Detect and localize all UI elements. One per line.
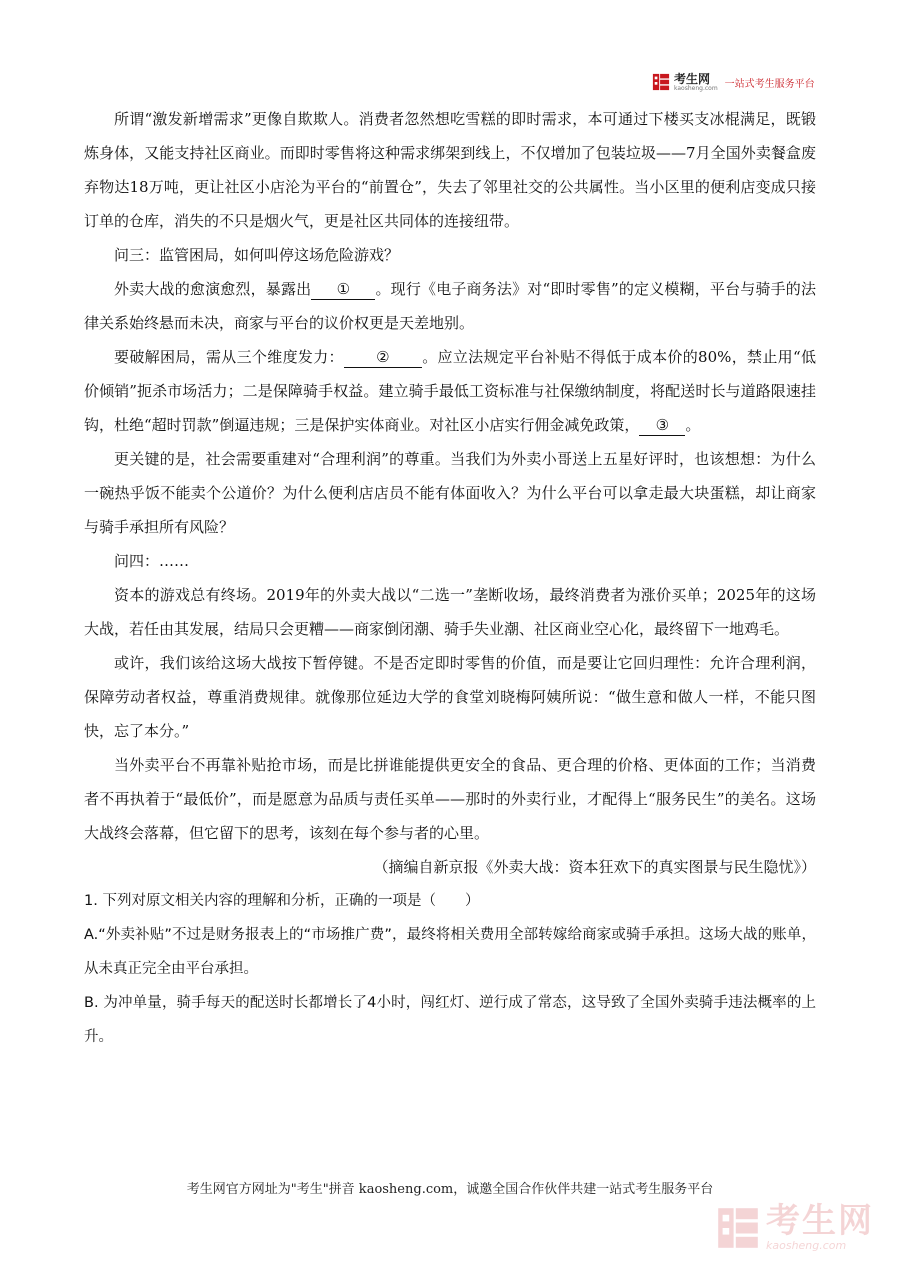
blank-3[interactable]: ③	[639, 415, 685, 436]
question-stem: 1. 下列对原文相关内容的理解和分析，正确的一项是（ ）	[84, 893, 480, 909]
paragraph-5: 资本的游戏总有终场。2019年的外卖大战以“二选一”垄断收场，最终消费者为涨价买单；2025年的这场大战，若任由其发展，结局只会更糟——商家倒闭潮、骑手失业潮、社区商业空心化，最终留下一地鸡毛。	[84, 586, 816, 638]
paragraph-3-part-b: 。应立法规定平台补贴不得低于成本价的80%，禁止用“低价倾销”扼杀市场活力；二是保障骑手权益。建立骑手最低工资标准与社保缴纳制度，将配送时长与道路限速挂钩，杜绝“超时罚款”倒逼违规；三是保护实体商业。对社区小店实行佣金减免政策，	[84, 348, 816, 434]
kaosheng-logo-icon	[652, 73, 670, 91]
watermark-domain: kaosheng.com	[766, 1239, 847, 1252]
section-heading-q3: 问三：监管困局，如何叫停这场危险游戏？	[114, 246, 400, 264]
paragraph-2-part-a: 外卖大战的愈演愈烈，暴露出	[114, 280, 312, 298]
article-body	[84, 102, 816, 1054]
section-heading-q4: 问四：……	[114, 552, 190, 570]
paragraph-2	[84, 272, 816, 340]
logo-text	[674, 73, 718, 92]
option-a[interactable]: A.“外卖补贴”不过是财务报表上的“市场推广费”，最终将相关费用全部转嫁给商家或骑手承担。这场大战的账单，从未真正完全由平台承担。	[84, 927, 816, 977]
article-source: （摘编自新京报《外卖大战：资本狂欢下的真实图景与民生隐忧》）	[373, 858, 816, 876]
logo-domain: kaosheng.com	[674, 84, 718, 92]
blank-2[interactable]: ②	[344, 347, 422, 368]
paragraph-6: 或许，我们该给这场大战按下暂停键。不是否定即时零售的价值，而是要让它回归理性：允许合理利润，保障劳动者权益，尊重消费规律。就像那位延边大学的食堂刘晓梅阿姨所说：“做生意和做人一样，不能只图快，忘了本分。”	[84, 654, 816, 740]
paragraph-1: 所谓“激发新增需求”更像自欺欺人。消费者忽然想吃雪糕的即时需求，本可通过下楼买支冰棍满足，既锻炼身体，又能支持社区商业。而即时零售将这种需求绑架到线上，不仅增加了包装垃圾——7月全国外卖餐盒废弃物达18万吨，更让社区小店沦为平台的“前置仓”，失去了邻里社交的公共属性。当小区里的便利店变成只接订单的仓库，消失的不只是烟火气，更是社区共同体的连接纽带。	[84, 110, 816, 230]
watermark	[716, 1201, 874, 1252]
paragraph-2-part-b: 。现行《电子商务法》对“即时零售”的定义模糊，平台与骑手的法律关系始终悬而未决，商家与平台的议价权更是天差地别。	[84, 280, 816, 332]
paragraph-7: 当外卖平台不再靠补贴抢市场，而是比拼谁能提供更安全的食品、更合理的价格、更体面的工作；当消费者不再执着于“最低价”，而是愿意为品质与责任买单——那时的外卖行业，才配得上“服务民生”的美名。这场大战终会落幕，但它留下的思考，该刻在每个参与者的心里。	[84, 756, 816, 842]
logo-name: 考生网	[674, 71, 711, 86]
page-footer: 考生网官方网址为"考生"拼音 kaosheng.com，诚邀全国合作伙伴共建一站式考生服务平台	[186, 1182, 714, 1197]
paragraph-4: 更关键的是，社会需要重建对“合理利润”的尊重。当我们为外卖小哥送上五星好评时，也该想想：为什么一碗热乎饭不能卖个公道价？为什么便利店店员不能有体面收入？为什么平台可以拿走最大块蛋糕，却让商家与骑手承担所有风险？	[84, 450, 816, 536]
watermark-name: 考生网	[766, 1201, 874, 1241]
paragraph-3-part-a: 要破解困局，需从三个维度发力：	[114, 348, 344, 366]
header-logo[interactable]	[652, 71, 815, 93]
paragraph-3-part-c: 。	[685, 416, 701, 434]
watermark-logo-icon	[716, 1206, 760, 1250]
option-b[interactable]: B. 为冲单量，骑手每天的配送时长都增长了4小时，闯红灯、逆行成了常态，这导致了全国外卖骑手违法概率的上升。	[84, 995, 816, 1045]
logo-slogan: 一站式考生服务平台	[724, 78, 815, 90]
paragraph-3	[84, 340, 816, 442]
watermark-text	[766, 1201, 874, 1252]
blank-1[interactable]: ①	[311, 279, 375, 300]
